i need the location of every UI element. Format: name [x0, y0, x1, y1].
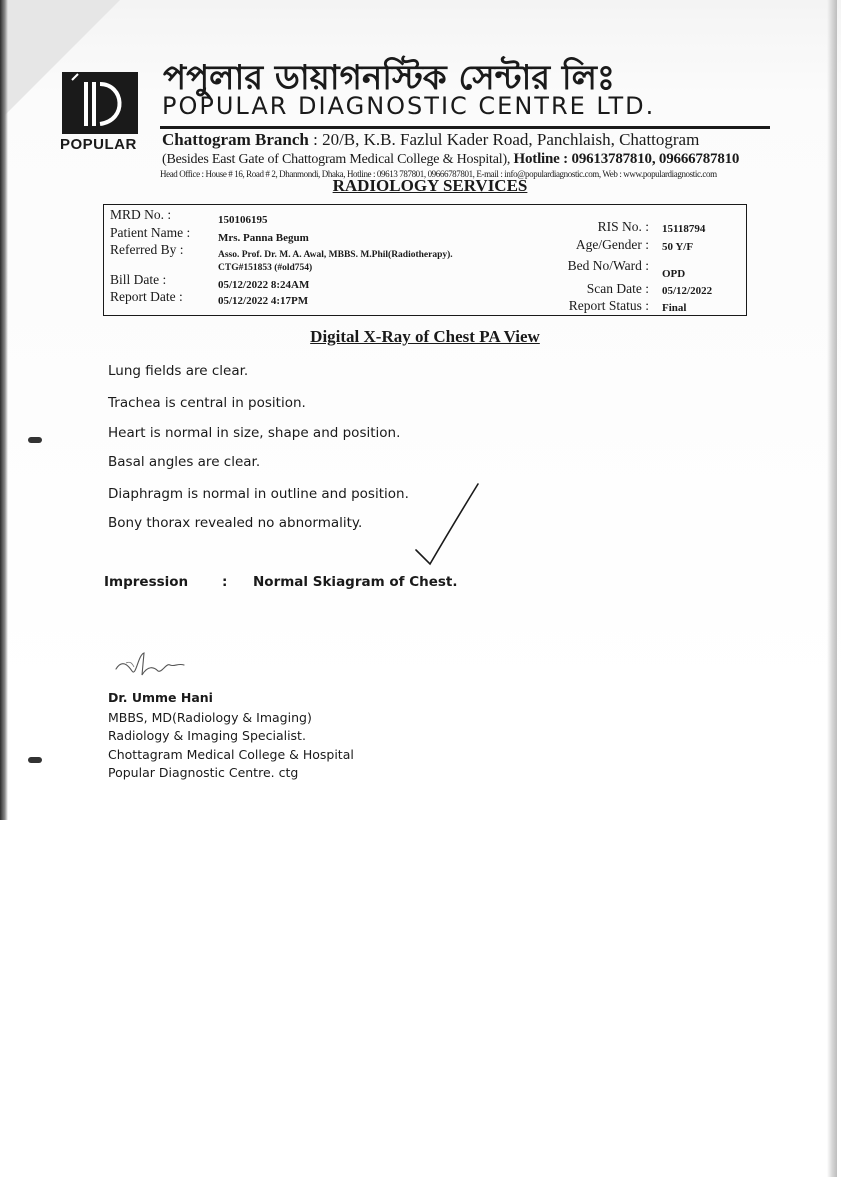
scan-date-value: 05/12/2022	[662, 285, 713, 297]
company-name-bangla: পপুলার ডায়াগনস্টিক সেন্টার লিঃ	[163, 58, 616, 98]
finding-line: Trachea is central in position.	[108, 395, 306, 411]
services-title: RADIOLOGY SERVICES	[332, 176, 528, 195]
mrd-label: MRD No. :	[110, 207, 172, 222]
finding-line: Basal angles are clear.	[108, 454, 261, 470]
doctor-hospital: Chottagram Medical College & Hospital	[108, 747, 354, 762]
address-note-line	[162, 151, 782, 168]
patient-name-value: Mrs. Panna Begum	[218, 232, 309, 244]
checkmark-icon	[410, 480, 482, 570]
referred-by-label: Referred By :	[110, 242, 184, 257]
scan-date-label: Scan Date :	[586, 281, 649, 296]
patient-name-label: Patient Name :	[110, 225, 191, 240]
mrd-value: 150106195	[218, 214, 268, 226]
header-divider	[160, 126, 770, 129]
referred-by-id: CTG#151853 (#old754)	[218, 263, 313, 273]
address-note: (Besides East Gate of Chattogram Medical College & Hospital),	[162, 152, 511, 167]
scan-mark	[28, 437, 42, 443]
scan-mark	[28, 757, 42, 763]
report-status-value: Final	[662, 302, 687, 314]
impression-value: Normal Skiagram of Chest.	[253, 574, 458, 590]
finding-line: Heart is normal in size, shape and position.	[108, 425, 401, 441]
branch-address-text: : 20/B, K.B. Fazlul Kader Road, Panchlaish, Chattogram	[313, 130, 700, 149]
doctor-name: Dr. Umme Hani	[108, 690, 213, 705]
bed-ward-label: Bed No/Ward :	[567, 258, 649, 273]
page-right-edge	[827, 0, 837, 1177]
ris-value: 15118794	[662, 223, 706, 235]
report-status-label: Report Status :	[568, 298, 649, 313]
report-date-label: Report Date :	[110, 289, 183, 304]
bed-ward-value: OPD	[662, 268, 686, 280]
bill-date-value: 05/12/2022 8:24AM	[218, 279, 310, 291]
branch-address	[162, 130, 782, 150]
age-gender-value: 50 Y/F	[662, 241, 694, 253]
report-title: Digital X-Ray of Chest PA View	[310, 327, 540, 346]
hotline: Hotline : 09613787810, 09666787810	[513, 151, 740, 167]
report-date-value: 05/12/2022 4:17PM	[218, 295, 309, 307]
age-gender-label: Age/Gender :	[575, 237, 649, 252]
page-left-edge	[0, 0, 8, 820]
doctor-title: Radiology & Imaging Specialist.	[108, 728, 306, 743]
finding-line: Lung fields are clear.	[108, 363, 249, 379]
doctor-qualification: MBBS, MD(Radiology & Imaging)	[108, 710, 312, 725]
impression-label: Impression	[104, 574, 189, 590]
doctor-centre: Popular Diagnostic Centre. ctg	[108, 765, 299, 780]
head-office-line: Head Office : House # 16, Road # 2, Dhanmondi, Dhaka, Hotline : 09613 787801, 09666787801, E-mail : info@populardiagnostic.com, Web : www.populardiagnostic.com	[160, 169, 717, 179]
company-name: POPULAR DIAGNOSTIC CENTRE LTD.	[162, 92, 656, 120]
bill-date-label: Bill Date :	[110, 272, 167, 287]
popular-logo-icon	[62, 72, 138, 134]
patient-info-box	[103, 204, 747, 316]
finding-line: Diaphragm is normal in outline and position.	[108, 486, 409, 502]
finding-line: Bony thorax revealed no abnormality.	[108, 515, 363, 531]
signature-image	[112, 645, 192, 685]
branch-label: Chattogram Branch	[162, 130, 309, 149]
logo-caption: POPULAR	[60, 136, 137, 153]
ris-label: RIS No. :	[597, 219, 649, 234]
referred-by-value: Asso. Prof. Dr. M. A. Awal, MBBS. M.Phil(Radiotherapy).	[218, 250, 453, 260]
impression-separator: :	[222, 574, 228, 590]
